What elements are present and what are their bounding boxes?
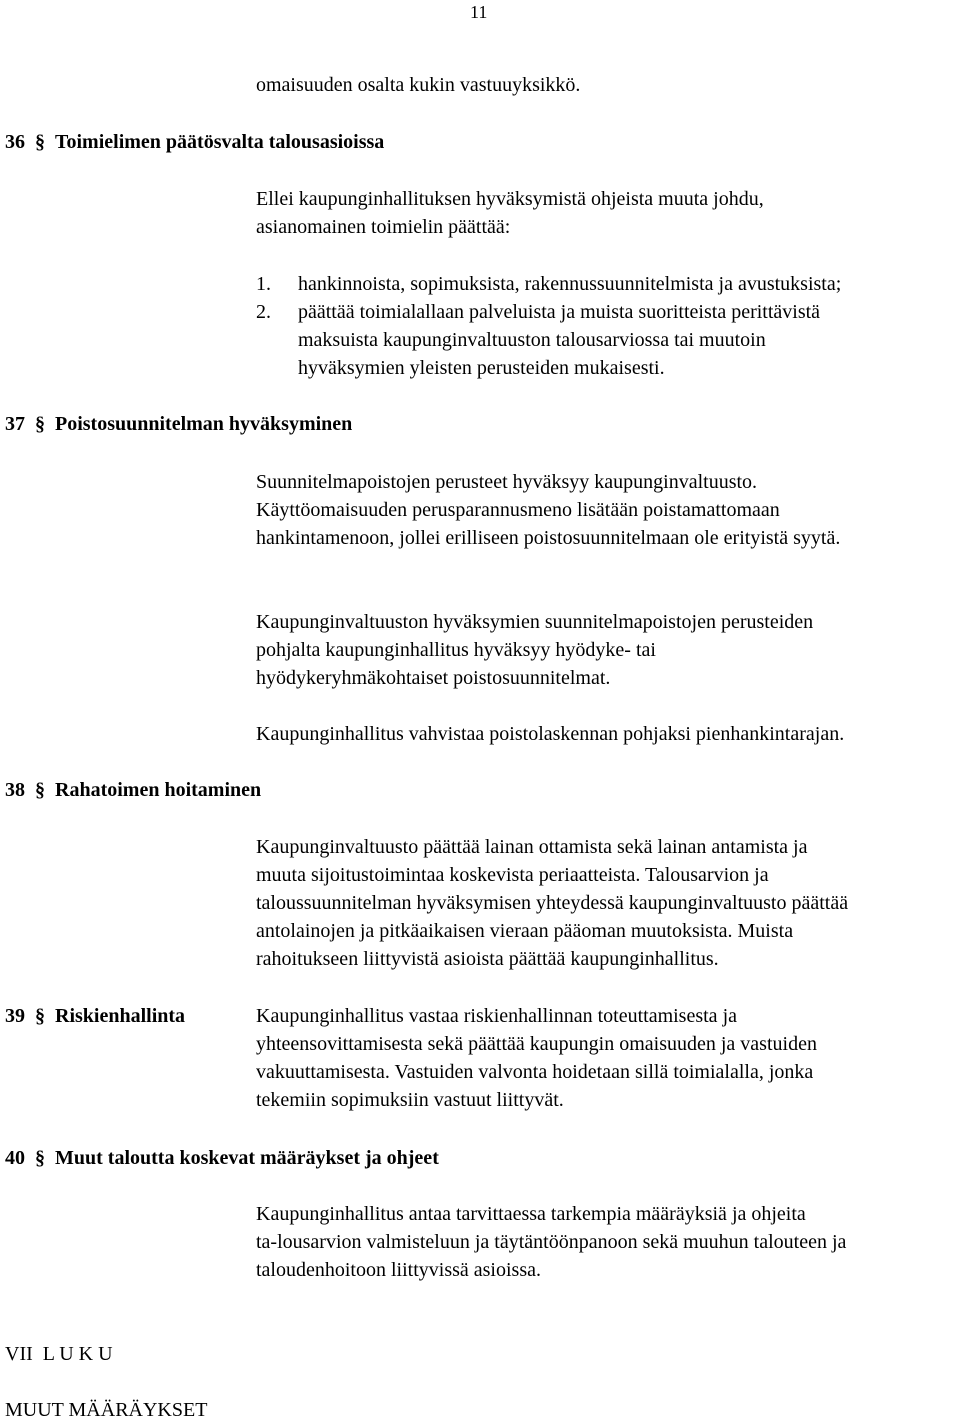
text-line: pohjalta kaupunginhallitus hyväksyy hyödyke- tai [256,639,656,661]
text-line: hyväksymien yleisten perusteiden mukaisesti. [298,357,665,379]
text-line: yhteensovittamisesta sekä päättää kaupungin omaisuuden ja vastuiden [256,1033,817,1055]
text-line: Kaupunginvaltuuston hyväksymien suunnitelmapoistojen perusteiden [256,611,814,633]
section-sign: § [35,131,45,153]
chapter-label: VII L U K U [5,1343,113,1365]
section-37-paragraph-1 [256,468,840,552]
text-line: Kaupunginvaltuusto päättää lainan ottamista sekä lainan antamista ja [256,836,808,858]
section-38-paragraph [256,833,848,973]
text-line: hyödykeryhmäkohtaiset poistosuunnitelmat. [256,667,611,689]
section-40-paragraph [256,1200,846,1284]
text-line: asianomainen toimielin päättää: [256,216,511,238]
section-37-paragraph-2 [256,608,813,692]
page-number: 11 [470,2,488,22]
text-line: rahoitukseen liittyvistä asioista päättää kaupunginhallitus. [256,948,719,970]
section-sign: § [35,1005,45,1027]
section-sign: § [35,1147,45,1169]
section-37-paragraph-3 [256,720,844,748]
section-38-heading [5,776,261,804]
section-title: Muut taloutta koskevat määräykset ja ohjeet [55,1147,439,1169]
text-line: Ellei kaupunginhallituksen hyväksymistä ohjeista muuta johdu, [256,188,764,210]
text-line: Kaupunginhallitus vastaa riskienhallinnan toteuttamisesta ja [256,1005,737,1027]
section-title: Poistosuunnitelman hyväksyminen [55,413,353,435]
text-line: Suunnitelmapoistojen perusteet hyväksyy kaupunginvaltuusto. [256,471,758,493]
text-line: hankinnoista, sopimuksista, rakennussuunnitelmista ja avustuksista; [298,273,842,295]
text-line: vakuuttamisesta. Vastuiden valvonta hoidetaan sillä toimialalla, jonka [256,1061,814,1083]
chapter-title: MUUT MÄÄRÄYKSET [5,1399,208,1421]
text-line: tekemiin sopimuksiin vastuut liittyvät. [256,1089,564,1111]
text-line: muuta sijoitustoimintaa koskevista periaatteista. Talousarvion ja [256,864,769,886]
text-line: taloudenhoitoon liittyvissä asioissa. [256,1259,541,1281]
text-line: maksuista kaupunginvaltuuston talousarviossa tai muutoin [298,329,766,351]
section-number: 36 [5,131,25,153]
text-line: ta-lousarvion valmisteluun ja täytäntöönpanoon sekä muuhun talouteen ja [256,1231,847,1253]
section-title: Toimielimen päätösvalta talousasioissa [55,131,385,153]
section-36-heading [5,128,384,156]
text-line: Kaupunginhallitus antaa tarvittaessa tarkempia määräyksiä ja ohjeita [256,1203,806,1225]
section-number: 38 [5,779,25,801]
text-line: taloussuunnitelman hyväksymisen yhteydessä kaupunginvaltuusto päättää [256,892,849,914]
text-line: päättää toimialallaan palveluista ja muista suoritteista perittävistä [298,301,821,323]
section-sign: § [35,779,45,801]
section-number: 37 [5,413,25,435]
section-40-heading [5,1144,439,1172]
section-title: Rahatoimen hoitaminen [55,779,262,801]
text-line: Käyttöomaisuuden perusparannusmeno lisätään poistamattomaan [256,499,780,521]
list-number: 1. [256,273,271,295]
continuation-line: omaisuuden osalta kukin vastuuyksikkö. [256,74,581,96]
section-39-paragraph [256,1002,817,1114]
list-number: 2. [256,301,271,323]
section-title: Riskienhallinta [55,1005,186,1027]
section-number: 40 [5,1147,25,1169]
text-line: Kaupunginhallitus vahvistaa poistolaskennan pohjaksi pienhankintarajan. [256,723,845,745]
section-37-heading [5,410,352,438]
section-36-intro [256,185,764,241]
text-line: hankintamenoon, jollei erilliseen poistosuunnitelmaan ole erityistä syytä. [256,527,841,549]
text-line: antolainojen ja pitkäaikaisen vieraan pääoman muutoksista. Muista [256,920,794,942]
section-number: 39 [5,1005,25,1027]
section-39-heading [5,1002,185,1030]
section-sign: § [35,413,45,435]
